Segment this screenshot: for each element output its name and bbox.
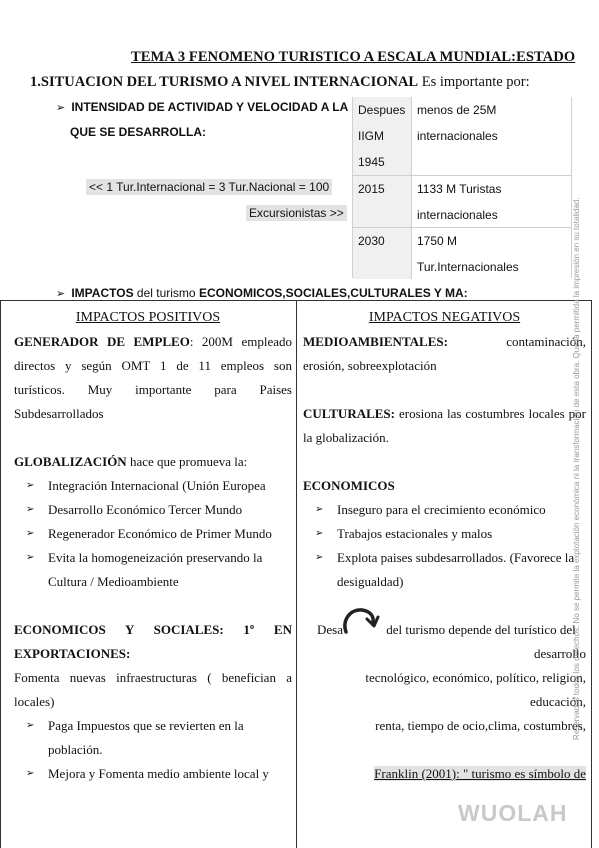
arrow-bullet-icon: ➢: [56, 102, 72, 114]
stats-amount-cell: [412, 176, 571, 228]
stats-year-text: 2030: [358, 234, 385, 248]
employment-text: : 200M empleado directos y según OMT 1 de 11 empleos son turísticos. Muy importante para Paises Subdesarrollados: [14, 334, 292, 421]
development-text: desarrollo: [534, 646, 586, 661]
negative-impacts-column: [303, 330, 586, 786]
cultural-heading: CULTURALES:: [303, 406, 395, 421]
stats-amount-cell: [412, 228, 571, 279]
arrow-bullet-icon: ➢: [26, 768, 35, 779]
impactos-intro: [56, 286, 468, 300]
watermark-logo: WUOLAH: [458, 800, 568, 826]
intensity-line-2: QUE SE DESARROLLA:: [70, 125, 207, 139]
list-item: [14, 522, 292, 546]
cultural-paragraph: [303, 402, 586, 450]
list-item-text: Trabajos estacionales y malos: [337, 526, 493, 541]
impactos-intro-bold: IMPACTOS: [71, 286, 134, 300]
globalization-heading: GLOBALIZACIÓN: [14, 454, 127, 469]
development-text: tecnológico, económico, político, religion,: [365, 670, 586, 685]
arrow-bullet-icon: ➢: [26, 552, 35, 563]
stats-year-text: IIGM: [358, 129, 384, 143]
curved-arrow-icon: [340, 606, 380, 640]
stats-row: [353, 175, 571, 228]
list-item-text: Paga Impuestos que se revierten en la población.: [48, 718, 244, 757]
stats-row: [353, 227, 571, 279]
list-item: [303, 498, 586, 522]
positive-impacts-heading: IMPACTOS POSITIVOS: [75, 310, 221, 325]
list-item: [14, 474, 292, 498]
stats-year-cell: [353, 228, 412, 279]
stats-year-text: 2015: [358, 182, 385, 196]
intensity-line-1: INTENSIDAD DE ACTIVIDAD Y VELOCIDAD A LA: [71, 100, 349, 114]
list-item: [303, 522, 586, 546]
economic-heading: ECONOMICOS: [303, 478, 395, 493]
column-divider: [296, 300, 297, 848]
franklin-quote-text: Franklin (2001): " turismo es símbolo de: [374, 766, 586, 781]
environmental-paragraph: [303, 330, 586, 354]
employment-paragraph: [14, 330, 292, 426]
stats-year-text: Despues: [358, 103, 406, 117]
arrow-bullet-icon: ➢: [26, 504, 35, 515]
employment-heading: GENERADOR DE EMPLEO: [14, 334, 190, 349]
arrow-bullet-icon: ➢: [315, 504, 324, 515]
list-item-text: Inseguro para el crecimiento económico: [337, 502, 546, 517]
rights-note: Reservados todos los derechos. No se permite la explotación económica ni la transformación de esta obra. Queda permitida la impresión en su totalidad.: [572, 197, 581, 740]
list-item-text: Evita la homogeneización preservando la Cultura / Medioambiente: [48, 550, 263, 589]
arrow-bullet-icon: ➢: [315, 552, 324, 563]
stats-amount-text: internacionales: [417, 129, 498, 143]
environmental-text: contaminación,: [506, 334, 586, 349]
positive-impacts-column: [14, 330, 292, 786]
list-item: [14, 762, 292, 786]
stats-year-cell: [353, 176, 412, 228]
environmental-heading: MEDIOAMBIENTALES:: [303, 334, 448, 349]
tourism-stats-table: [352, 97, 572, 278]
list-item-text: Mejora y Fomenta medio ambiente local y: [48, 766, 269, 781]
formula-line-2: Excursionistas >>: [246, 205, 347, 221]
stats-amount-text: menos de 25M: [417, 103, 497, 117]
stats-year-text: 1945: [358, 155, 385, 169]
economic-social-heading: ECONOMICOS Y SOCIALES: 1º EN EXPORTACIONES:: [14, 622, 292, 661]
stats-amount-cell: [412, 97, 571, 175]
development-text: del turismo depende del turístico del: [383, 622, 576, 637]
stats-amount-text: Tur.Internacionales: [417, 260, 519, 274]
cultural-text: erosiona las costumbres locales por la globalización.: [303, 406, 586, 445]
stats-amount-text: internacionales: [417, 208, 498, 222]
impactos-intro-text: del turismo: [133, 286, 199, 300]
list-item-text: Integración Internacional (Unión Europea: [48, 478, 266, 493]
development-text: Desa: [317, 622, 343, 637]
formula-line-1: << 1 Tur.Internacional = 3 Tur.Nacional = 100: [86, 179, 332, 195]
list-item-text: Desarrollo Económico Tercer Mundo: [48, 502, 243, 517]
section-heading-bold: 1.SITUACION DEL TURISMO A NIVEL INTERNACIONAL: [30, 74, 419, 90]
development-text: educación,: [530, 694, 586, 709]
stats-amount-text: 1133 M Turistas: [417, 182, 502, 196]
arrow-bullet-icon: ➢: [315, 528, 324, 539]
section-heading-suffix: Es importante por:: [418, 74, 530, 90]
list-item-text: Regenerador Económico de Primer Mundo: [48, 526, 272, 541]
globalization-paragraph: [14, 450, 292, 474]
list-item: [303, 546, 586, 594]
development-text: renta, tiempo de ocio,clima, costumbres,: [375, 718, 586, 733]
stats-year-cell: [353, 97, 412, 175]
impactos-intro-bold: ECONOMICOS,SOCIALES,CULTURALES Y MA:: [198, 286, 468, 300]
stats-amount-text: 1750 M: [417, 234, 458, 248]
arrow-bullet-icon: ➢: [26, 480, 35, 491]
environmental-text: erosión, sobreexplotación: [303, 358, 437, 373]
list-item: [14, 546, 292, 594]
section-heading: [30, 74, 530, 91]
list-item: [14, 714, 292, 762]
stats-row: [353, 97, 571, 175]
negative-impacts-heading: IMPACTOS NEGATIVOS: [368, 310, 521, 325]
arrow-bullet-icon: ➢: [56, 288, 72, 300]
intensity-heading: [56, 100, 348, 114]
globalization-text: hace que promueva la:: [126, 454, 248, 469]
list-item-text: Explota paises subdesarrollados. (Favorece la desigualdad): [337, 550, 575, 589]
document-title: TEMA 3 FENOMENO TURISTICO A ESCALA MUNDIAL:ESTADO: [131, 49, 576, 65]
arrow-bullet-icon: ➢: [26, 720, 35, 731]
franklin-quote: [303, 762, 586, 786]
infrastructure-text: Fomenta nuevas infraestructuras ( benefician a locales): [14, 670, 292, 709]
arrow-bullet-icon: ➢: [26, 528, 35, 539]
list-item: [14, 498, 292, 522]
